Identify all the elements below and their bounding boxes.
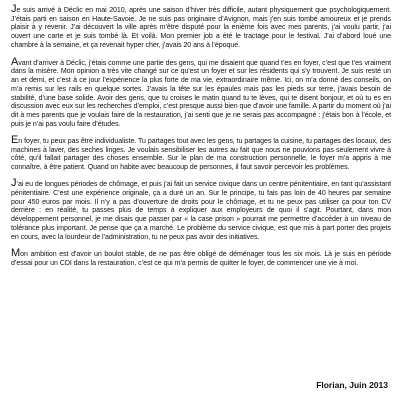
paragraph-2-text: vant d’arriver à Déclic, j’étais comme une partie des gens, qui me disaient que quand t’es en foyer, c’est que t’es vraiment dans la misère. Mon opinion a très vite changé sur ce qu’est un foyer et sur les résidents qui s’y trouvent. Je suis resté un an et demi, et c’est à ce jour l’expérience la plus forte de ma vie, extraordinaire même. Ici, on m’a donné des conseils, on m’a remis sur les rails en quelque sortes. J’avais la tête sur les épaules mais pas les pieds sur terre, j’avais besoin de stabilité, d’une base solide. Avoir des gens, que tu croises le matin quand tu te lèves, qui te disent bonjour, et où tu es en discussion avec eux sur les recherches d’emploi, c’est presque aussi bien que d’avoir une famille. A partir du moment où j’ai dit à mes parents que je voulais faire de la restauration, j’ai senti que je ne serais pas accompagné : j’étais bon à l’école, et puis je n’ai pas voulu faire d’études.: [11, 59, 391, 128]
signature: Florian, Juin 2013: [316, 380, 388, 390]
paragraph-1: [11, 5, 391, 51]
paragraph-1-initial: J: [11, 3, 17, 15]
paragraph-5-initial: M: [11, 246, 21, 259]
paragraph-3-initial: E: [11, 133, 19, 146]
paragraph-3-text: n foyer, tu peux pas être individualiste. Tu partages tout avec les gens, tu partages la cuisine, tu partages des locaux, des machines à laver, des seches linges. Je voulais sensibiliser les autres au fait que nous ne pouvions pas seulement vivre à côté, qu’il fallait partager des choses ensemble. Sur le plan de ma construction personnelle, le foyer m’a appris à me connaître, à être patient. Quand on habite avec beaucoup de personnes, il faut savoir percevoir les problèmes.: [11, 137, 391, 172]
paragraph-4: [11, 179, 391, 242]
paragraph-5-text: on ambition est d’avoir un boulot stable, de ne pas être obligé de déménager tous les six mois. Là je suis en période d’essai pour un CDI dans la restauration, c’est ce qui m’a permis de quitter le foyer, de commencer une vie à moi.: [11, 250, 391, 267]
paragraph-4-text: ’ai eu de longues périodes de chômage, et puis j’ai fait un service civique dans un centre pénitentiaire, en tant qu’assistant pénitentiaire. C’est une expérience originale, ça a duré un an. Sur le principe, tu fais pas loin de 40 heures par semaine pour 450 euros par mois. Il n’y a pas d’ouverture de droits pour le chômage, et tu ne peux pas utiliser ça pour ton CV derrière : en réalité, tu passes plus de temps à expliquer aux employeurs de quoi il s’agit. Pourtant, dans mon développement personnel, je me disais que passer par « la case prison » pourrait me permettre d’accéder à un niveau de tolérance plus important. Je pense que ça a marché. Le problème du service civique, est que mis à part porter des projets en cours, avec la lourdeur de l’administration, tu ne peux pas avoir des initiatives.: [11, 181, 391, 241]
paragraph-4-initial: J: [11, 177, 17, 190]
paragraph-3: [11, 133, 391, 173]
paragraph-2-initial: A: [11, 55, 19, 68]
paragraph-1-text: e suis arrivé à Déclic en mai 2010, après une saison d’hiver très difficile, autant physiquement que psychologiquement. J’étais parti en saison en Haute-Savoie. Je ne suis pas originaire d’Avignon, mais j’en suis tombé amoureux et je prends plaisir à y revenir. J’ai découvert la ville après m’être disputé pour la enième fois avec mes parents, j’ai voulu partir, j’ai ouvert une carte et je suis tombé là. Et voilà. Mon premier job a été le tractage pour le festival. J’ai d’abord loué une chambre à la semaine, et ça revenait hyper cher, j’avais 20 ans à l’époque.: [11, 7, 391, 49]
paragraph-5: [11, 246, 391, 268]
paragraph-2: [11, 55, 391, 130]
